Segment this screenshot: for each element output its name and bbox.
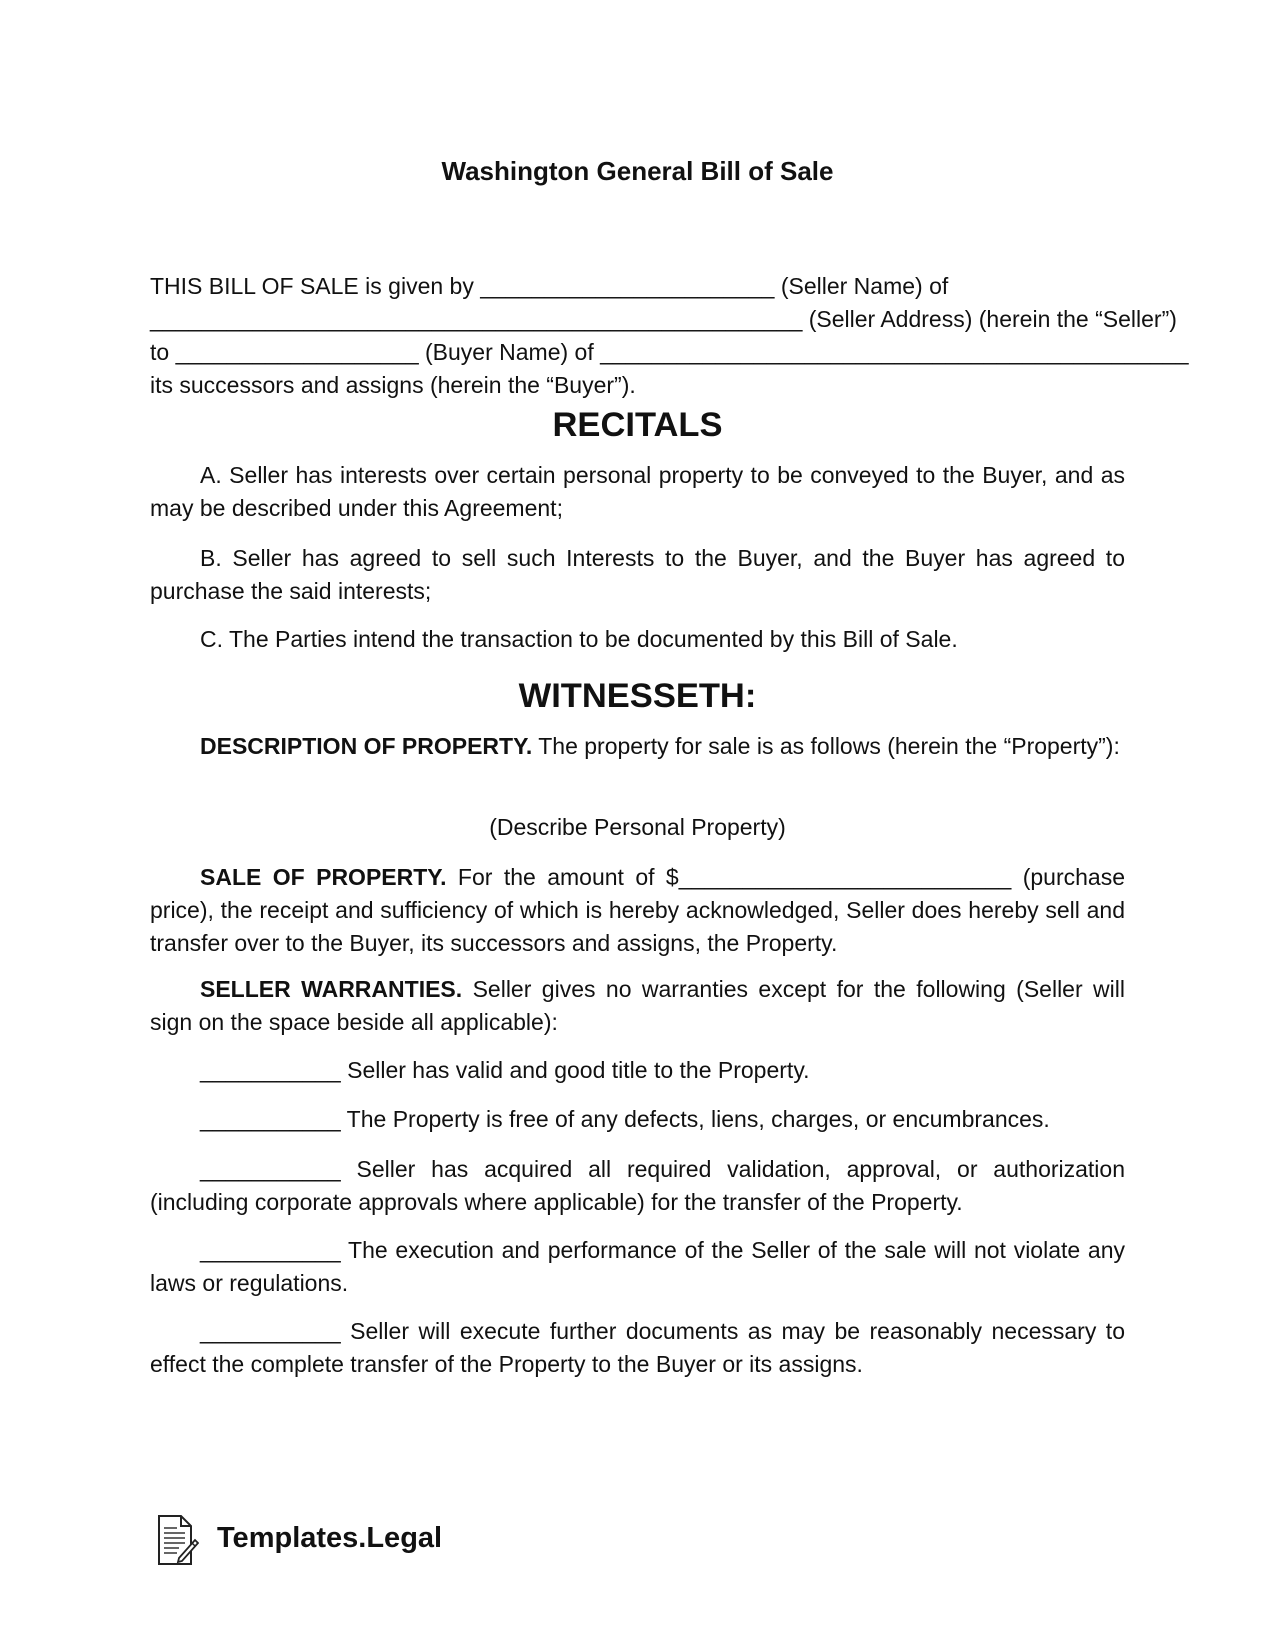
intro-line-2: ___________________________________________________ (Seller Address) (herein the “Seller”) (150, 306, 1177, 332)
footer-brand (155, 1506, 442, 1570)
warranty-item: ___________ The Property is free of any defects, liens, charges, or encumbrances. (200, 1106, 1050, 1132)
recital-a: A. Seller has interests over certain personal property to be conveyed to the Buyer, and as may be described under this Agreement; (150, 462, 1125, 521)
warranties-text: Seller gives no warranties except for the following (Seller will sign on the space beside all applicable): (150, 976, 1125, 1035)
warranties-paragraph (150, 973, 1125, 1039)
property-placeholder: (Describe Personal Property) (489, 814, 786, 840)
description-label: DESCRIPTION OF PROPERTY. (200, 733, 533, 759)
warranties-label: SELLER WARRANTIES. (200, 976, 463, 1002)
warranty-item: ___________ Seller has acquired all required validation, approval, or authorization (including corporate approvals where applicable) for the transfer of the Property. (150, 1156, 1125, 1215)
document-title: Washington General Bill of Sale (441, 156, 834, 186)
intro-paragraph (150, 270, 1189, 402)
description-paragraph (150, 730, 1125, 763)
sale-text: For the amount of $__________________________ (purchase price), the receipt and sufficiency of which is hereby acknowledged, Seller does hereby sell and transfer over to the Buyer, its successors and assigns, the Property. (150, 864, 1125, 956)
warranty-item: ___________ The execution and performance of the Seller of the sale will not violate any laws or regulations. (150, 1237, 1125, 1296)
brand-name: Templates.Legal (217, 1521, 443, 1554)
recital-b: B. Seller has agreed to sell such Interests to the Buyer, and the Buyer has agreed to purchase the said interests; (150, 545, 1125, 604)
warranty-item: ___________ Seller has valid and good title to the Property. (200, 1057, 810, 1083)
intro-line-4: its successors and assigns (herein the “Buyer”). (150, 372, 636, 398)
witnesseth-heading: WITNESSETH: (518, 677, 757, 715)
recitals-heading: RECITALS (552, 406, 723, 444)
recital-c: C. The Parties intend the transaction to be documented by this Bill of Sale. (200, 626, 958, 652)
description-text: The property for sale is as follows (herein the “Property”): (532, 733, 1120, 759)
warranty-item: ___________ Seller will execute further documents as may be reasonably necessary to effect the complete transfer of the Property to the Buyer or its assigns. (150, 1318, 1125, 1377)
sale-label: SALE OF PROPERTY. (200, 864, 447, 890)
intro-line-1: THIS BILL OF SALE is given by _______________________ (Seller Name) of (150, 273, 949, 299)
document-pen-icon (155, 1510, 199, 1566)
sale-paragraph (150, 861, 1125, 960)
intro-line-3: to ___________________ (Buyer Name) of ______________________________________________ (150, 339, 1189, 365)
document-page (150, 0, 1189, 1650)
